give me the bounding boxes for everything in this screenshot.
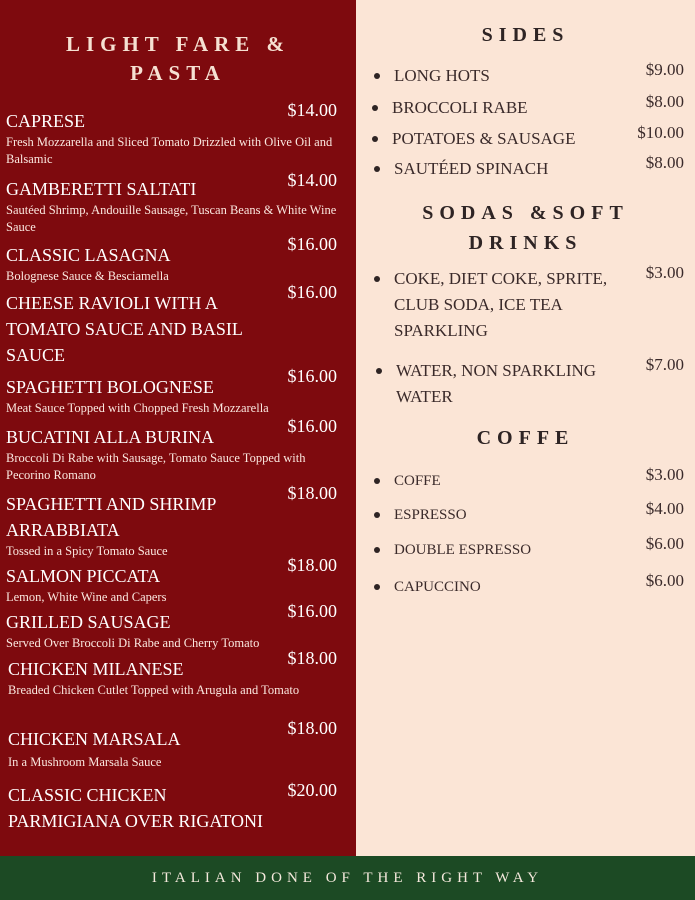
menu-item [6, 234, 351, 285]
item-price: $16.00 [287, 366, 337, 386]
item-name: CHICKEN MARSALA [8, 729, 181, 749]
item-price: $18.00 [287, 555, 337, 575]
list-item [374, 465, 684, 494]
title-line-1: LIGHT FARE & [65, 32, 291, 56]
item-name: SPAGHETTI AND SHRIMP ARRABBIATA [6, 494, 216, 540]
section-title-sides: SIDES [481, 24, 570, 46]
list-item [374, 153, 684, 182]
section-title-coffee: COFFE [476, 427, 575, 449]
bullet-icon [372, 105, 378, 111]
item-desc: Tossed in a Spicy Tomato Sauce [6, 544, 168, 558]
item-name: POTATOES & SAUSAGE [392, 129, 576, 148]
item-name: GRILLED SAUSAGE [6, 612, 171, 632]
item-name: COFFE [394, 473, 441, 489]
menu-item [6, 282, 351, 368]
item-price: $3.00 [645, 465, 684, 484]
list-item [374, 92, 684, 121]
item-price: $16.00 [287, 282, 337, 302]
menu-item [8, 718, 353, 771]
bullet-icon [376, 368, 382, 374]
item-desc: Fresh Mozzarella and Sliced Tomato Drizzled with Olive Oil and Balsamic [6, 135, 333, 166]
item-desc: Lemon, White Wine and Capers [6, 590, 167, 604]
menu-item [6, 483, 351, 560]
menu-item [6, 601, 351, 652]
item-price: $8.00 [645, 153, 684, 172]
item-name: SAUTÉED SPINACH [394, 159, 549, 178]
menu-item [6, 416, 351, 484]
bullet-icon [374, 547, 380, 553]
item-name: CHEESE RAVIOLI WITH A TOMATO SAUCE AND BASIL SAUCE [6, 293, 243, 365]
item-name: COKE, DIET COKE, SPRITE, CLUB SODA, ICE TEA SPARKLING [394, 269, 608, 340]
section-title-drinks [356, 198, 695, 258]
item-price: $10.00 [637, 123, 684, 142]
menu-item [6, 170, 351, 236]
list-item [374, 60, 684, 89]
item-name: CHICKEN MILANESE [8, 659, 184, 679]
drinks-sides-panel [356, 0, 695, 856]
bullet-icon [374, 73, 380, 79]
bullet-icon [374, 166, 380, 172]
item-price: $16.00 [287, 234, 337, 254]
item-name: BROCCOLI RABE [392, 98, 528, 117]
footer-tagline: ITALIAN DONE OF THE RIGHT WAY [0, 856, 695, 900]
list-item [374, 123, 684, 152]
menu-item [6, 555, 351, 606]
menu-item [6, 100, 351, 168]
item-price: $8.00 [645, 92, 684, 111]
item-price: $16.00 [287, 416, 337, 436]
list-item [374, 534, 684, 563]
title-line-2: PASTA [130, 61, 226, 85]
item-name: WATER, NON SPARKLING WATER [396, 361, 597, 406]
item-name: CAPUCCINO [394, 579, 481, 595]
bullet-icon [374, 584, 380, 590]
item-name: LONG HOTS [394, 66, 490, 85]
list-item [374, 263, 684, 344]
menu-item [6, 366, 351, 417]
item-price: $7.00 [645, 355, 684, 374]
item-name: SALMON PICCATA [6, 566, 161, 586]
menu-item [8, 648, 353, 699]
item-desc: Breaded Chicken Cutlet Topped with Arugula and Tomato [8, 683, 300, 697]
item-name: SPAGHETTI BOLOGNESE [6, 377, 214, 397]
menu-item [8, 782, 353, 834]
item-name: ESPRESSO [394, 507, 467, 523]
item-desc: Meat Sauce Topped with Chopped Fresh Mozzarella [6, 401, 269, 415]
item-desc: In a Mushroom Marsala Sauce [8, 755, 162, 769]
item-price: $14.00 [287, 170, 337, 190]
item-price: $4.00 [645, 499, 684, 518]
item-price: $18.00 [287, 648, 337, 668]
item-price: $16.00 [287, 601, 337, 621]
item-price: $20.00 [287, 780, 337, 800]
item-price: $18.00 [287, 718, 337, 738]
item-price: $9.00 [645, 60, 684, 79]
list-item [374, 499, 684, 528]
item-name: CAPRESE [6, 111, 86, 131]
item-desc: Bolognese Sauce & Besciamella [6, 269, 169, 283]
item-price: $14.00 [287, 100, 337, 120]
bullet-icon [374, 478, 380, 484]
title-line-2: DRINKS [468, 232, 583, 254]
item-name: CLASSIC LASAGNA [6, 245, 171, 265]
pasta-panel [0, 0, 356, 856]
list-item [374, 355, 684, 410]
title-line-1: SODAS &SOFT [422, 202, 629, 224]
bullet-icon [374, 512, 380, 518]
item-desc: Sautéed Shrimp, Andouille Sausage, Tuscan Beans & White Wine Sauce [6, 203, 337, 234]
item-name: CLASSIC CHICKEN PARMIGIANA OVER RIGATONI [8, 785, 264, 831]
item-desc: Served Over Broccoli Di Rabe and Cherry Tomato [6, 636, 260, 650]
list-item [374, 571, 684, 600]
section-title-light-fare [0, 30, 356, 88]
item-name: BUCATINI ALLA BURINA [6, 427, 215, 447]
item-name: DOUBLE ESPRESSO [394, 542, 532, 558]
item-price: $6.00 [645, 571, 684, 590]
item-price: $3.00 [645, 263, 684, 282]
item-name: GAMBERETTI SALTATI [6, 179, 197, 199]
item-desc: Broccoli Di Rabe with Sausage, Tomato Sauce Topped with Pecorino Romano [6, 451, 306, 482]
item-price: $6.00 [645, 534, 684, 553]
bullet-icon [374, 276, 380, 282]
item-price: $18.00 [287, 483, 337, 503]
bullet-icon [372, 136, 378, 142]
